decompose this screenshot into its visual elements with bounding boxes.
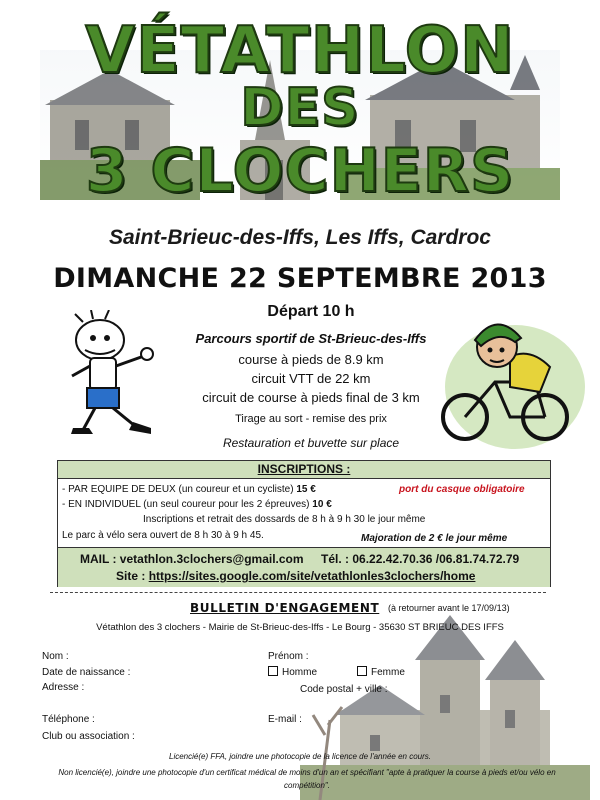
helmet-required-note: port du casque obligatoire — [399, 484, 525, 495]
homme-checkbox[interactable] — [268, 666, 278, 676]
nom-label: Nom : — [42, 651, 69, 662]
tel-numbers: 06.22.42.70.36 /06.81.74.72.79 — [352, 552, 520, 566]
individuel-price: 10 € — [312, 499, 332, 510]
mail-line — [80, 552, 304, 566]
title-line-2: DES — [240, 78, 360, 138]
site-label: Site : — [116, 569, 146, 583]
homme-option[interactable] — [268, 666, 317, 678]
villages-subtitle: Saint-Brieuc-des-Iffs, Les Iffs, Cardroc — [109, 226, 491, 249]
licencie-note: Licencié(e) FFA, joindre une photocopie de la licence de l'année en cours. — [169, 752, 431, 761]
tirage-text: Tirage au sort - remise des prix — [235, 413, 387, 425]
majoration-text: Majoration de 2 € le jour même — [361, 533, 508, 544]
mail-address[interactable]: vetathlon.3clochers@gmail.com — [119, 552, 304, 566]
bulletin-deadline-note: (à retourner avant le 17/09/13) — [388, 603, 510, 613]
femme-label: Femme — [371, 667, 405, 678]
mail-label: MAIL : — [80, 552, 117, 566]
runner-illustration — [45, 310, 185, 450]
adresse-label: Adresse : — [42, 682, 85, 693]
equipe-line — [62, 484, 316, 495]
homme-label: Homme — [282, 667, 318, 678]
equipe-label: - PAR EQUIPE DE DEUX (un coureur et un cycliste) — [62, 484, 294, 495]
email-label: E-mail : — [268, 714, 302, 725]
contact-footer — [58, 547, 550, 587]
tel-label: Tél. : — [321, 552, 350, 566]
femme-option[interactable] — [357, 666, 405, 678]
title-line-3: 3 CLOCHERS — [85, 136, 515, 206]
individuel-line — [62, 499, 332, 510]
date-naissance-label: Date de naissance : — [42, 667, 131, 678]
parcours-item: circuit de course à pieds final de 3 km — [202, 390, 420, 405]
parcours-title: Parcours sportif de St-Brieuc-des-Iffs — [195, 331, 427, 346]
inscriptions-box — [57, 460, 551, 587]
depart-time: Départ 10 h — [267, 303, 355, 320]
restauration-text: Restauration et buvette sur place — [222, 436, 400, 450]
femme-checkbox[interactable] — [357, 666, 367, 676]
event-date: DIMANCHE 22 SEPTEMBRE 2013 — [53, 263, 547, 294]
mairie-address: Vétathlon des 3 clochers - Mairie de St-Brieuc-des-Iffs - Le Bourg - 35630 ST BRIEUC DES IFFS — [96, 622, 504, 633]
telephone-label: Téléphone : — [42, 714, 95, 725]
tel-line — [321, 552, 519, 566]
non-licencie-note: Non licencié(e), joindre une photocopie d'un certificat médical de moins d'un an et spécifiant "apte à pratiquer la course à pieds et/ou vélo en compétition". — [58, 768, 556, 790]
club-label: Club ou association : — [42, 731, 135, 742]
code-postal-label: Code postal + ville : — [300, 684, 388, 695]
prenom-label: Prénom : — [268, 651, 309, 662]
site-line — [116, 569, 475, 583]
bulletin-title: BULLETIN D'ENGAGEMENT — [190, 601, 380, 615]
equipe-price: 15 € — [296, 484, 316, 495]
inscriptions-title: INSCRIPTIONS : — [58, 461, 550, 479]
site-link[interactable]: https://sites.google.com/site/vetathlonles3clochers/home — [148, 569, 476, 583]
parc-velo-text: Le parc à vélo sera ouvert de 8 h 30 à 9 h 45. — [62, 530, 264, 541]
cyclist-illustration — [435, 302, 585, 452]
parcours-item: course à pieds de 8.9 km — [238, 352, 384, 367]
retrait-text: Inscriptions et retrait des dossards de 8 h à 9 h 30 le jour même — [143, 514, 426, 525]
cut-line-divider — [50, 592, 546, 593]
parcours-item: circuit VTT de 22 km — [251, 371, 371, 386]
individuel-label: - EN INDIVIDUEL (un seul coureur pour les 2 épreuves) — [62, 499, 310, 510]
title-line-1: VÉTATHLON — [85, 14, 515, 88]
